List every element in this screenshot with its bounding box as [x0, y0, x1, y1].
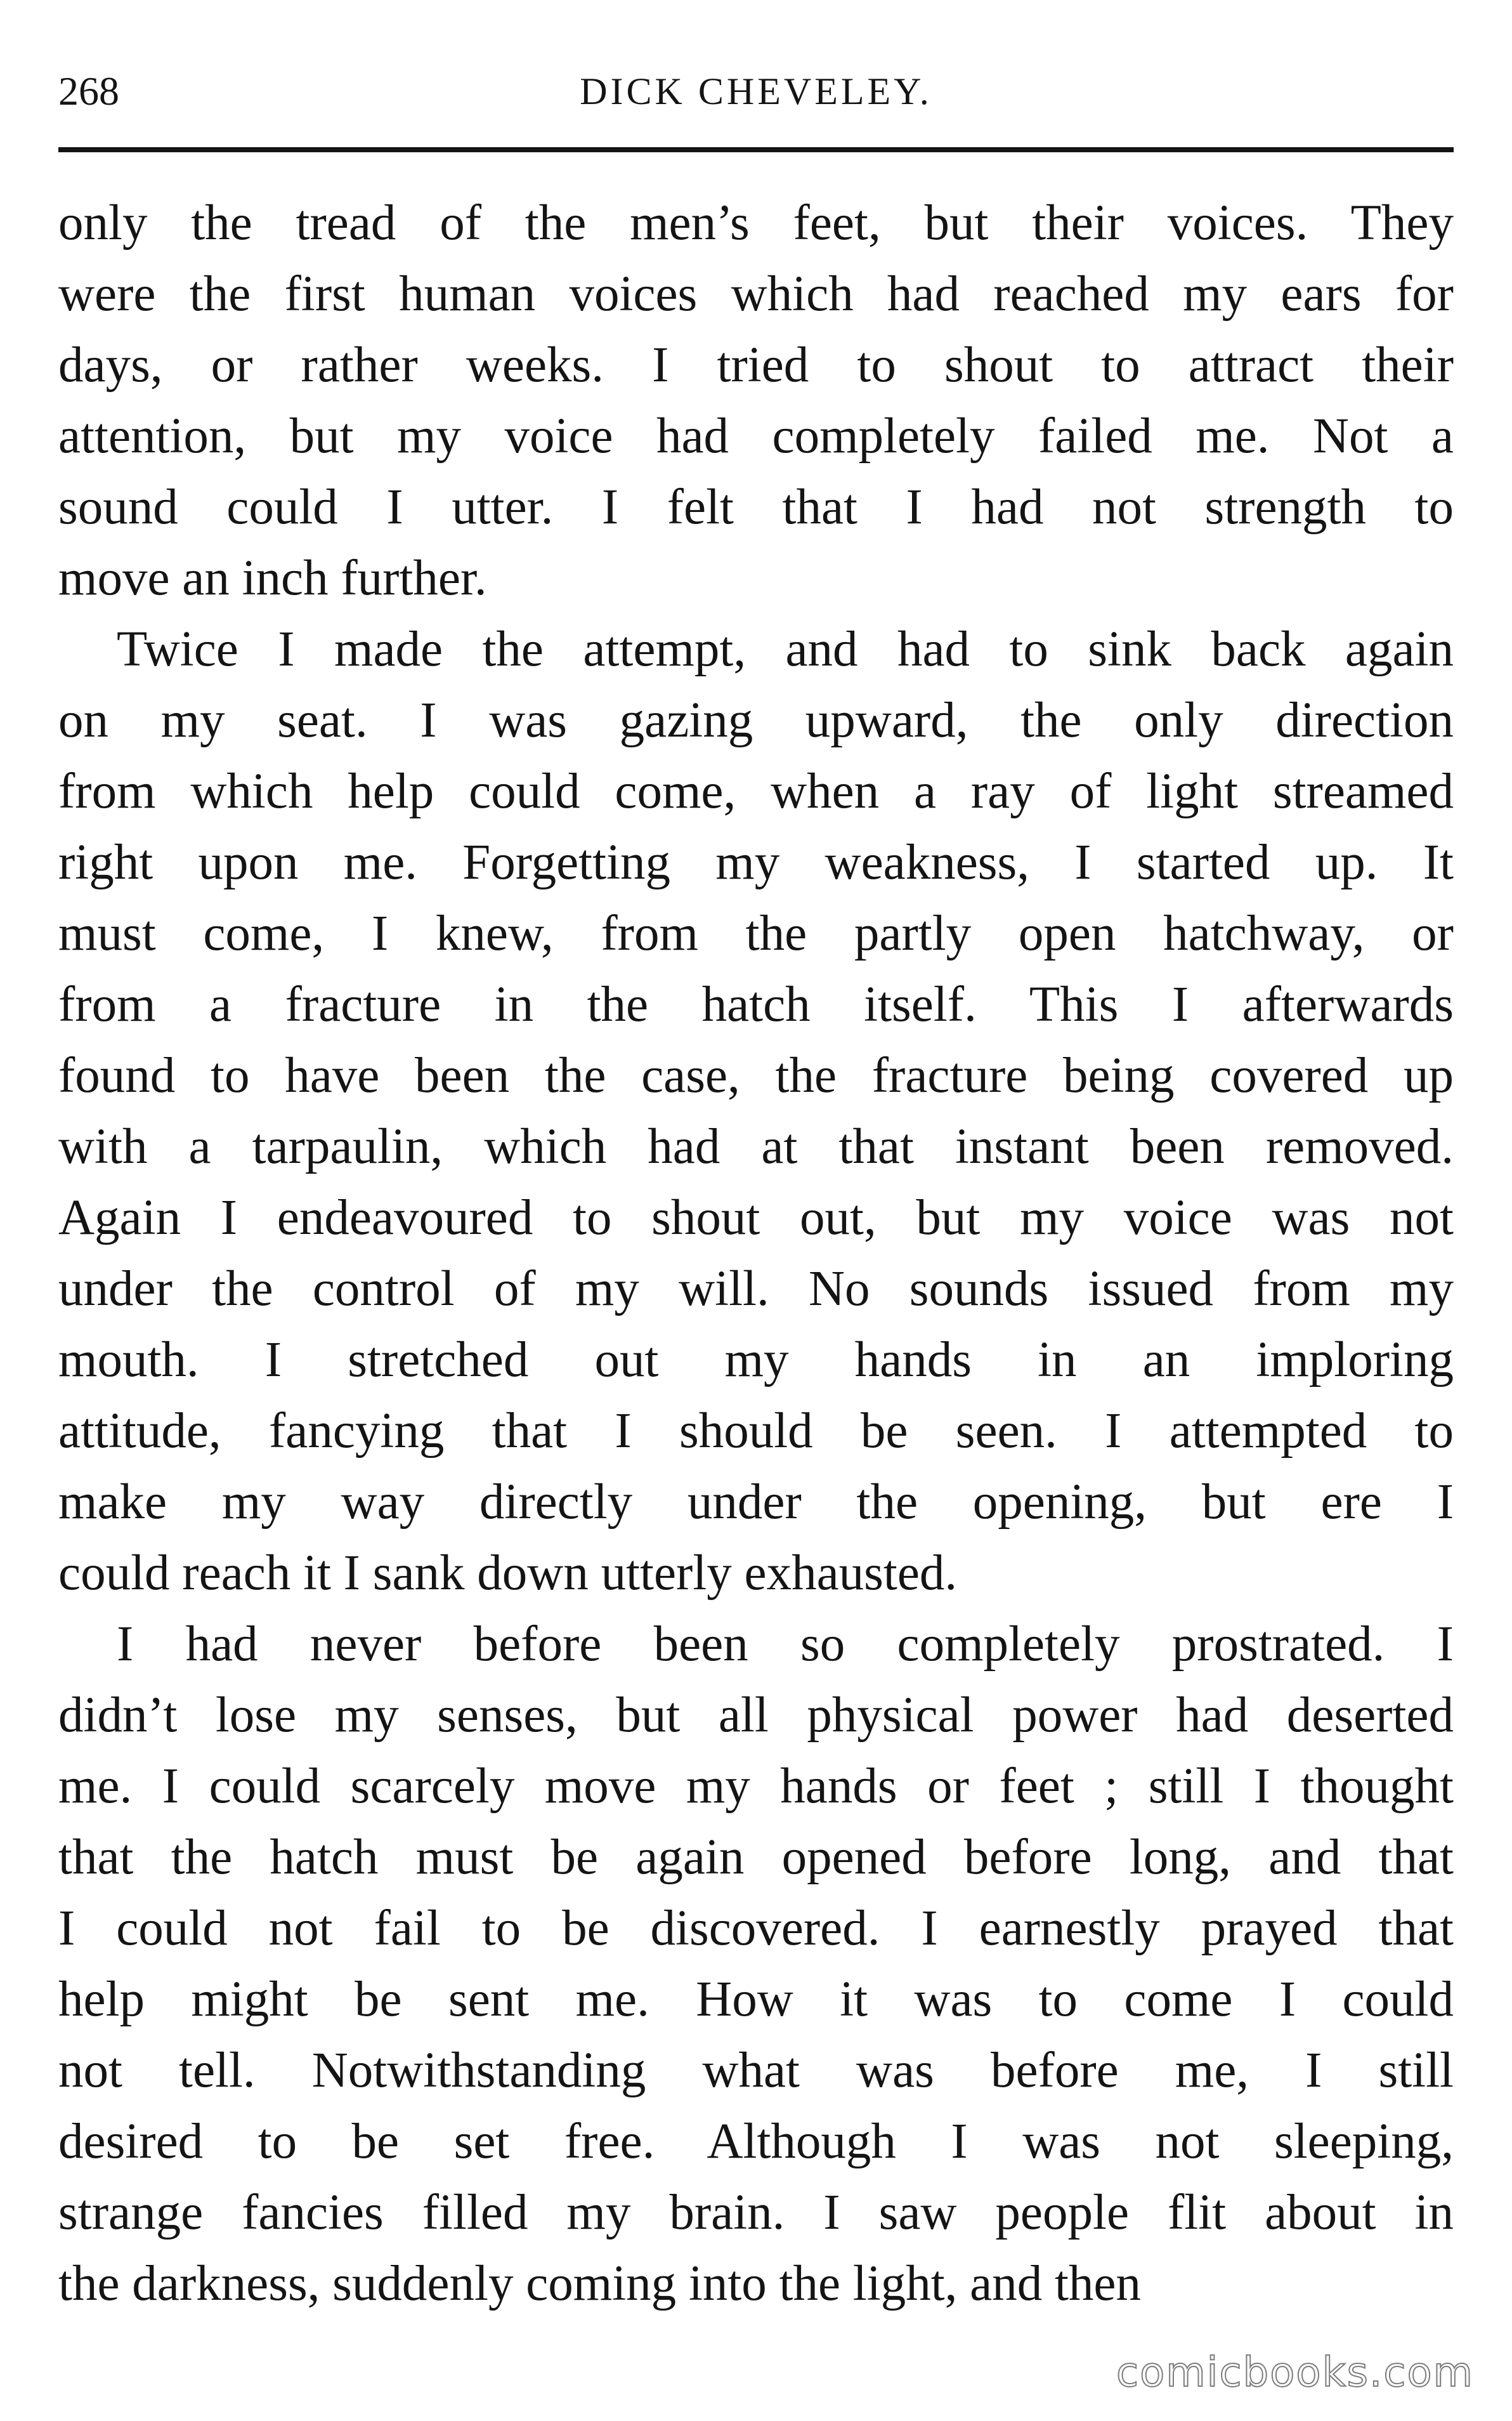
text-line: from which help could come, when a ray of light streamed — [58, 764, 1454, 819]
text-line: help might be sent me. How it was to come I could — [58, 1972, 1454, 2027]
paragraph — [58, 188, 1454, 614]
text-line: must come, I knew, from the partly open hatchway, or — [58, 906, 1454, 961]
text-line: me. I could scarcely move my hands or feet ; still I thought — [58, 1759, 1454, 1814]
text-line: Twice I made the attempt, and had to sink back again — [117, 622, 1454, 677]
body-text — [58, 188, 1454, 2319]
running-title: DICK CHEVELEY. — [580, 70, 932, 112]
text-line: sound could I utter. I felt that I had not strength to — [58, 480, 1454, 535]
text-line: could reach it I sank down utterly exhausted. — [58, 1545, 958, 1601]
text-line: desired to be set free. Although I was not sleeping, — [58, 2114, 1454, 2169]
text-line: didn’t lose my senses, but all physical power had deserted — [58, 1688, 1454, 1743]
paragraph — [58, 1609, 1454, 2319]
page-number: 268 — [58, 69, 119, 114]
text-line: attitude, fancying that I should be seen. I attempted to — [58, 1403, 1454, 1459]
text-line: attention, but my voice had completely failed me. Not a — [58, 409, 1454, 464]
paragraph — [58, 614, 1454, 1609]
text-line: only the tread of the men’s feet, but their voices. They — [58, 195, 1454, 251]
text-line: I had never before been so completely prostrated. I — [117, 1617, 1454, 1672]
text-line: on my seat. I was gazing upward, the only direction — [58, 693, 1454, 748]
text-line: make my way directly under the opening, but ere I — [58, 1474, 1454, 1530]
text-line: not tell. Notwithstanding what was before me, I still — [58, 2043, 1454, 2098]
text-line: strange fancies filled my brain. I saw people flit about in — [58, 2185, 1454, 2240]
text-line: move an inch further. — [58, 551, 487, 606]
text-line: days, or rather weeks. I tried to shout to attract their — [58, 338, 1454, 393]
watermark: comicbooks.com — [1116, 2349, 1474, 2396]
text-line: that the hatch must be again opened before long, and that — [58, 1830, 1454, 1885]
text-line: mouth. I stretched out my hands in an imploring — [58, 1332, 1454, 1388]
text-line: were the first human voices which had reached my ears for — [58, 266, 1454, 322]
text-line: with a tarpaulin, which had at that instant been removed. — [58, 1119, 1454, 1174]
text-line: under the control of my will. No sounds issued from my — [58, 1261, 1454, 1316]
text-line: from a fracture in the hatch itself. This I afterwards — [58, 977, 1454, 1032]
text-line: found to have been the case, the fracture being covered up — [58, 1048, 1454, 1103]
page-header — [58, 66, 1454, 117]
text-line: right upon me. Forgetting my weakness, I started up. It — [58, 835, 1454, 890]
text-line: I could not fail to be discovered. I earnestly prayed that — [58, 1901, 1454, 1956]
header-rule — [58, 147, 1454, 152]
text-line: the darkness, suddenly coming into the light, and then — [58, 2256, 1141, 2311]
text-line: Again I endeavoured to shout out, but my voice was not — [58, 1190, 1454, 1245]
